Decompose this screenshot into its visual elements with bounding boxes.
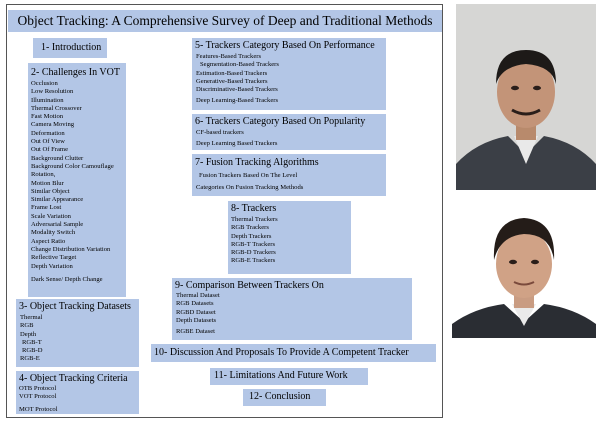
list-item: Fast Motion: [31, 113, 64, 121]
list-item: Similar Object: [31, 187, 70, 195]
list-item: RGB Trackers: [231, 224, 269, 232]
list-item: Frame Lost: [31, 204, 62, 212]
list-item: Motion Blur: [31, 179, 64, 187]
list-item: Categories On Fusion Tracking Methods: [196, 184, 304, 191]
list-item: RGB: [20, 322, 34, 330]
box-criteria: [16, 371, 139, 414]
comparison-heading: 9- Comparison Between Trackers On: [175, 280, 324, 291]
list-item: Deep Learning-Based Trackers: [196, 97, 279, 105]
list-item: Modality Switch: [31, 229, 76, 237]
trackers-list: [231, 216, 278, 266]
list-item: OTB Protocol: [19, 385, 57, 392]
author-photo-1: [456, 4, 596, 190]
discussion-heading: 10- Discussion And Proposals To Provide A Competent Tracker: [154, 347, 409, 358]
diagram-title: Object Tracking: A Comprehensive Survey of Deep and Traditional Methods: [8, 10, 442, 32]
popularity-heading: 6- Trackers Category Based On Popularity: [195, 116, 366, 127]
list-item: Reflective Target: [31, 254, 77, 262]
list-item: Out Of View: [31, 138, 65, 146]
list-item: Features-Based Trackers: [196, 53, 262, 60]
list-item: Illumination: [31, 96, 64, 104]
challenges-list: [31, 80, 114, 284]
list-item: RGB Datasets: [176, 300, 214, 308]
author-photo-2: [452, 196, 596, 338]
list-item: Thermal: [20, 314, 43, 321]
performance-list: [196, 53, 279, 106]
list-item: Background Clutter: [31, 154, 84, 162]
list-item: Thermal Crossover: [31, 104, 82, 112]
list-item: Dark Sense/ Depth Change: [31, 275, 103, 283]
list-item: Scale Variation: [31, 212, 71, 220]
list-item: Deep Learning Based Trackers: [196, 140, 278, 147]
list-item: Thermal Dataset: [176, 292, 220, 299]
list-item: Segmentation-Based Trackers: [200, 61, 279, 69]
box-datasets: [16, 299, 139, 367]
list-item: Aspect Ratio: [31, 237, 66, 245]
trackers-heading: 8- Trackers: [231, 203, 277, 214]
list-item: Camera Moving: [31, 121, 75, 129]
box-popularity: [192, 114, 386, 150]
list-item: Fusion Trackers Based On The Level: [199, 172, 298, 179]
list-item: MOT Protocol: [19, 405, 58, 413]
criteria-heading: 4- Object Tracking Criteria: [19, 373, 128, 384]
list-item: Background Color Camouflage: [31, 162, 114, 170]
list-item: RGB-T Trackers: [231, 240, 276, 248]
list-item: Discriminative-Based Trackers: [196, 86, 278, 94]
list-item: Thermal Trackers: [231, 216, 278, 223]
box-trackers: [228, 201, 351, 274]
list-item: Generative-Based Trackers: [196, 77, 268, 85]
list-item: RGB-E: [20, 355, 40, 363]
list-item: Depth: [20, 330, 37, 338]
list-item: Change Distribution Variation: [31, 245, 111, 253]
list-item: Depth Trackers: [231, 232, 272, 240]
list-item: Deformation: [31, 129, 65, 137]
list-item: Estimation-Based Trackers: [196, 69, 268, 77]
list-item: Occlusion: [31, 80, 58, 87]
list-item: Depth Datasets: [176, 316, 217, 324]
list-item: Depth Variation: [31, 262, 73, 270]
performance-heading: 5- Trackers Category Based On Performance: [195, 40, 375, 51]
box-challenges: [28, 63, 126, 297]
list-item: RGBD Dataset: [176, 308, 216, 316]
list-item: Rotation,: [31, 171, 56, 179]
box-fusion: [192, 154, 386, 196]
list-item: Out Of Frame: [31, 146, 68, 154]
list-item: RGB-D: [22, 347, 43, 355]
portrait-2: [452, 196, 596, 338]
list-item: RGBE Dataset: [176, 328, 216, 336]
box-comparison: [172, 278, 412, 340]
box-introduction: [33, 38, 107, 58]
list-item: RGB-E Trackers: [231, 257, 276, 265]
portrait-1: [456, 4, 596, 190]
datasets-heading: 3- Object Tracking Datasets: [19, 301, 131, 312]
list-item: CF-based trackers: [196, 129, 244, 136]
list-item: RGB-T: [22, 338, 42, 346]
conclusion-heading: 12- Conclusion: [249, 391, 311, 402]
list-item: Similar Appearance: [31, 196, 84, 204]
criteria-list: [19, 385, 58, 414]
box-conclusion: [243, 389, 326, 406]
limitations-heading: 11- Limitations And Future Work: [214, 370, 348, 381]
list-item: Low Resolution: [31, 88, 74, 96]
datasets-list: [20, 314, 43, 364]
comparison-list: [176, 292, 220, 336]
fusion-heading: 7- Fusion Tracking Algorithms: [195, 157, 319, 168]
box-discussion: [151, 344, 436, 362]
introduction-heading: 1- Introduction: [41, 42, 102, 53]
list-item: Adversarial Sample: [31, 221, 84, 229]
challenges-heading: 2- Challenges In VOT: [31, 67, 120, 78]
list-item: RGB-D Trackers: [231, 249, 276, 257]
box-limitations: [210, 368, 368, 385]
box-performance: [192, 38, 386, 110]
list-item: VOT Protocol: [19, 393, 57, 401]
